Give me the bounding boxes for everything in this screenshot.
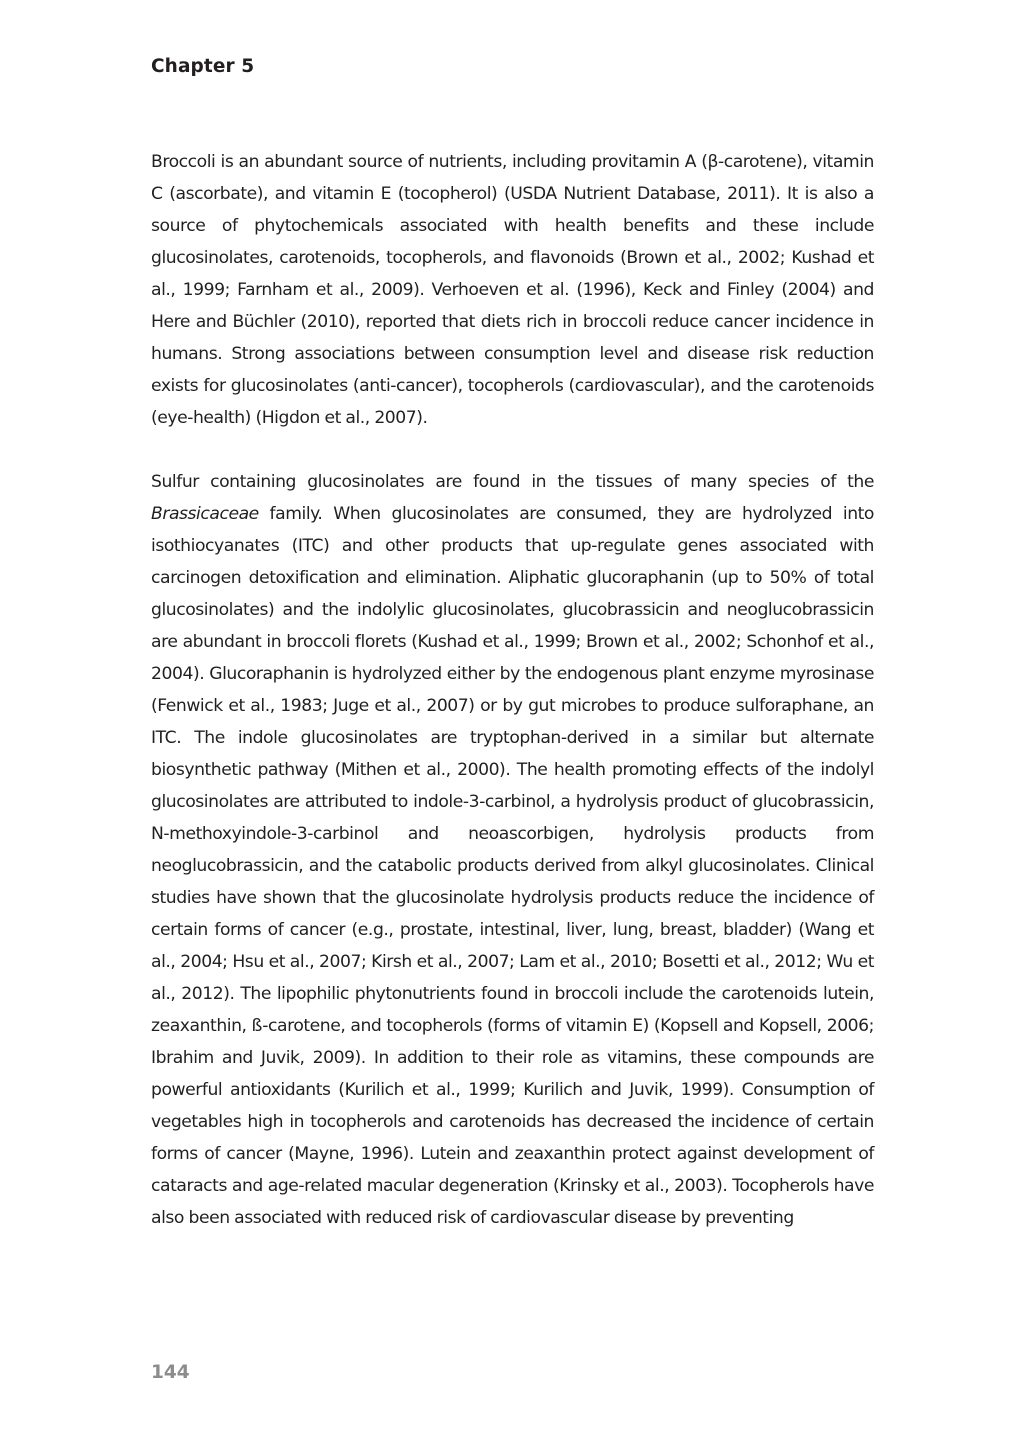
page-number: 144	[151, 1362, 190, 1383]
chapter-heading: Chapter 5	[151, 56, 255, 77]
paragraph-broccoli-nutrients: Broccoli is an abundant source of nutrients, including provitamin A (β-carotene), vitamin C (ascorbate), and vitamin E (tocopherol) (USDA Nutrient Database, 2011). It is also a source of phytochemicals associated with health benefits and these include glucosinolates, carotenoids, tocopherols, and flavonoids (Brown et al., 2002; Kushad et al., 1999; Farnham et al., 2009). Verhoeven et al. (1996), Keck and Finley (2004) and Here and Büchler (2010), reported that diets rich in broccoli reduce cancer incidence in humans. Strong associations between consumption level and disease risk reduction exists for glucosinolates (anti-cancer), tocopherols (cardiovascular), and the carotenoids (eye-health) (Higdon et al., 2007).	[151, 152, 874, 428]
paragraph-glucosinolates	[151, 466, 874, 1234]
paragraph-text-after-italic: family. When glucosinolates are consumed, they are hydrolyzed into isothiocyanates (ITC) and other products that up-regulate genes associated with carcinogen detoxification and elimination. Aliphatic glucoraphanin (up to 50% of total glucosinolates) and the indolylic glucosinolates, glucobrassicin and neoglucobrassicin are abundant in broccoli florets (Kushad et al., 1999; Brown et al., 2002; Schonhof et al., 2004). Glucoraphanin is hydrolyzed either by the endogenous plant enzyme myrosinase (Fenwick et al., 1983; Juge et al., 2007) or by gut microbes to produce sulforaphane, an ITC. The indole glucosinolates are tryptophan-derived in a similar but alternate biosynthetic pathway (Mithen et al., 2000). The health promoting effects of the indolyl glucosinolates are attributed to indole-3-carbinol, a hydrolysis product of glucobrassicin, N-methoxyindole-3-carbinol and neoascorbigen, hydrolysis products from neoglucobrassicin, and the catabolic products derived from alkyl glucosinolates. Clinical studies have shown that the glucosinolate hydrolysis products reduce the incidence of certain forms of cancer (e.g., prostate, intestinal, liver, lung, breast, bladder) (Wang et al., 2004; Hsu et al., 2007; Kirsh et al., 2007; Lam et al., 2010; Bosetti et al., 2012; Wu et al., 2012). The lipophilic phytonutrients found in broccoli include the carotenoids lutein, zeaxanthin, ß-carotene, and tocopherols (forms of vitamin E) (Kopsell and Kopsell, 2006; Ibrahim and Juvik, 2009). In addition to their role as vitamins, these compounds are powerful antioxidants (Kurilich et al., 1999; Kurilich and Juvik, 1999). Consumption of vegetables high in tocopherols and carotenoids has decreased the incidence of certain forms of cancer (Mayne, 1996). Lutein and zeaxanthin protect against development of cataracts and age-related macular degeneration (Krinsky et al., 2003). Tocopherols have also been associated with reduced risk of cardiovascular disease by preventing	[151, 504, 874, 1228]
body-text	[151, 146, 874, 1234]
paragraph-text-before-italic: Sulfur containing glucosinolates are found in the tissues of many species of the	[151, 472, 874, 492]
italic-family-name: Brassicaceae	[151, 504, 259, 524]
